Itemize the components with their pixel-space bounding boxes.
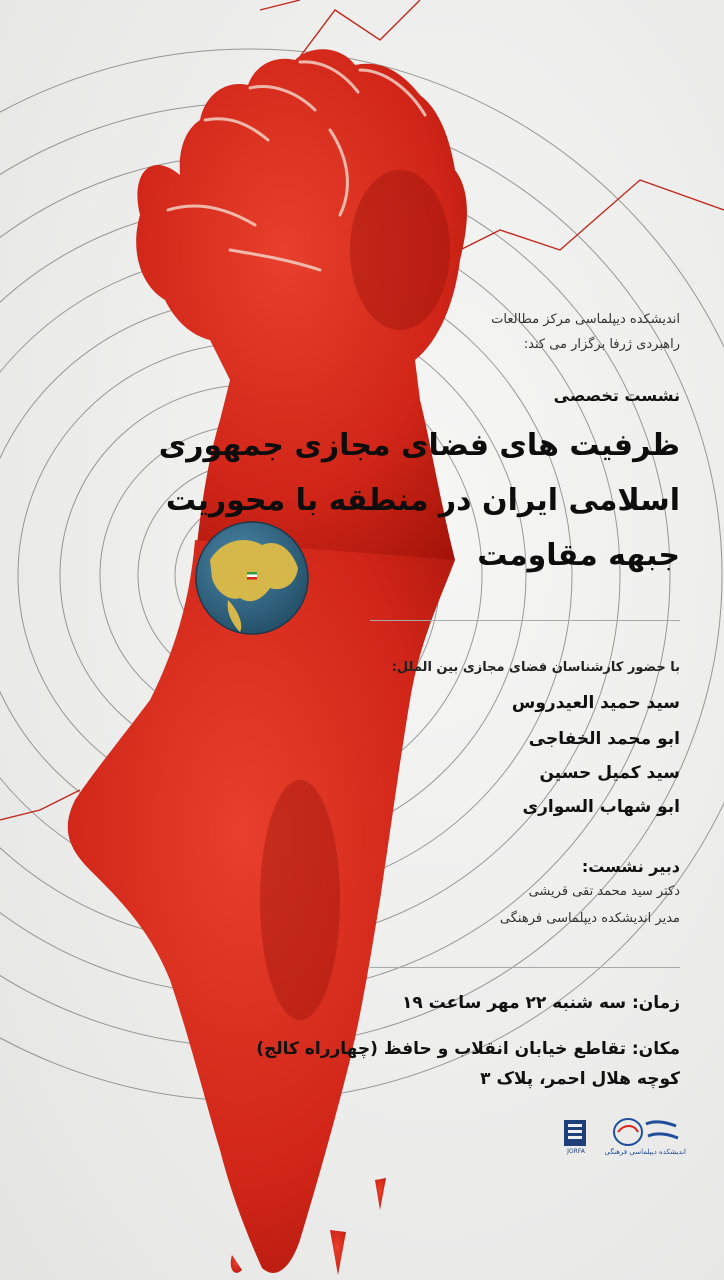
cultural-diplomacy-logo-text: اندیشکده دیپلماسی فرهنگی	[604, 1148, 686, 1156]
cultural-diplomacy-logo	[606, 1116, 686, 1162]
title-line-3: جبهه مقاومت	[477, 538, 680, 573]
secretary-name: دکتر سید محمد تقی قریشی	[528, 884, 680, 899]
expert-name-3: سید کمیل حسین	[539, 763, 680, 783]
cultural-diplomacy-logo-icon	[606, 1116, 686, 1148]
organizer-line-1: اندیشکده دیپلماسی مرکز مطالعات	[491, 312, 680, 327]
jorfa-logo-text: JORFA	[567, 1148, 585, 1155]
event-type: نشست تخصصی	[553, 386, 680, 405]
experts-heading: با حضور کارشناسان فضای مجازی بین الملل:	[391, 660, 680, 675]
expert-name-4: ابو شهاب السواری	[522, 797, 680, 817]
divider-top	[370, 620, 680, 621]
expert-name-1: سید حمید العیدروس	[511, 693, 680, 713]
globe-icon	[196, 522, 308, 634]
expert-name-2: ابو محمد الخفاجی	[528, 729, 680, 749]
divider-bottom	[370, 967, 680, 968]
title-line-1: ظرفیت های فضای مجازی جمهوری	[158, 428, 680, 463]
organizer-line-2: راهبردی ژرفا برگزار می کند:	[523, 337, 680, 352]
secretary-role: مدیر اندیشکده دیپلماسی فرهنگی	[499, 911, 680, 926]
event-location-line-2: کوچه هلال احمر، پلاک ۳	[480, 1069, 680, 1089]
secretary-heading: دبیر نشست:	[581, 857, 680, 876]
event-time: زمان: سه شنبه ۲۲ مهر ساعت ۱۹	[401, 993, 680, 1013]
title-line-2: اسلامی ایران در منطقه با محوریت	[165, 483, 680, 518]
jorfa-logo	[556, 1118, 596, 1160]
event-location-line-1: مکان: تقاطع خیابان انقلاب و حافظ (چهارراه کالج)	[256, 1039, 680, 1059]
